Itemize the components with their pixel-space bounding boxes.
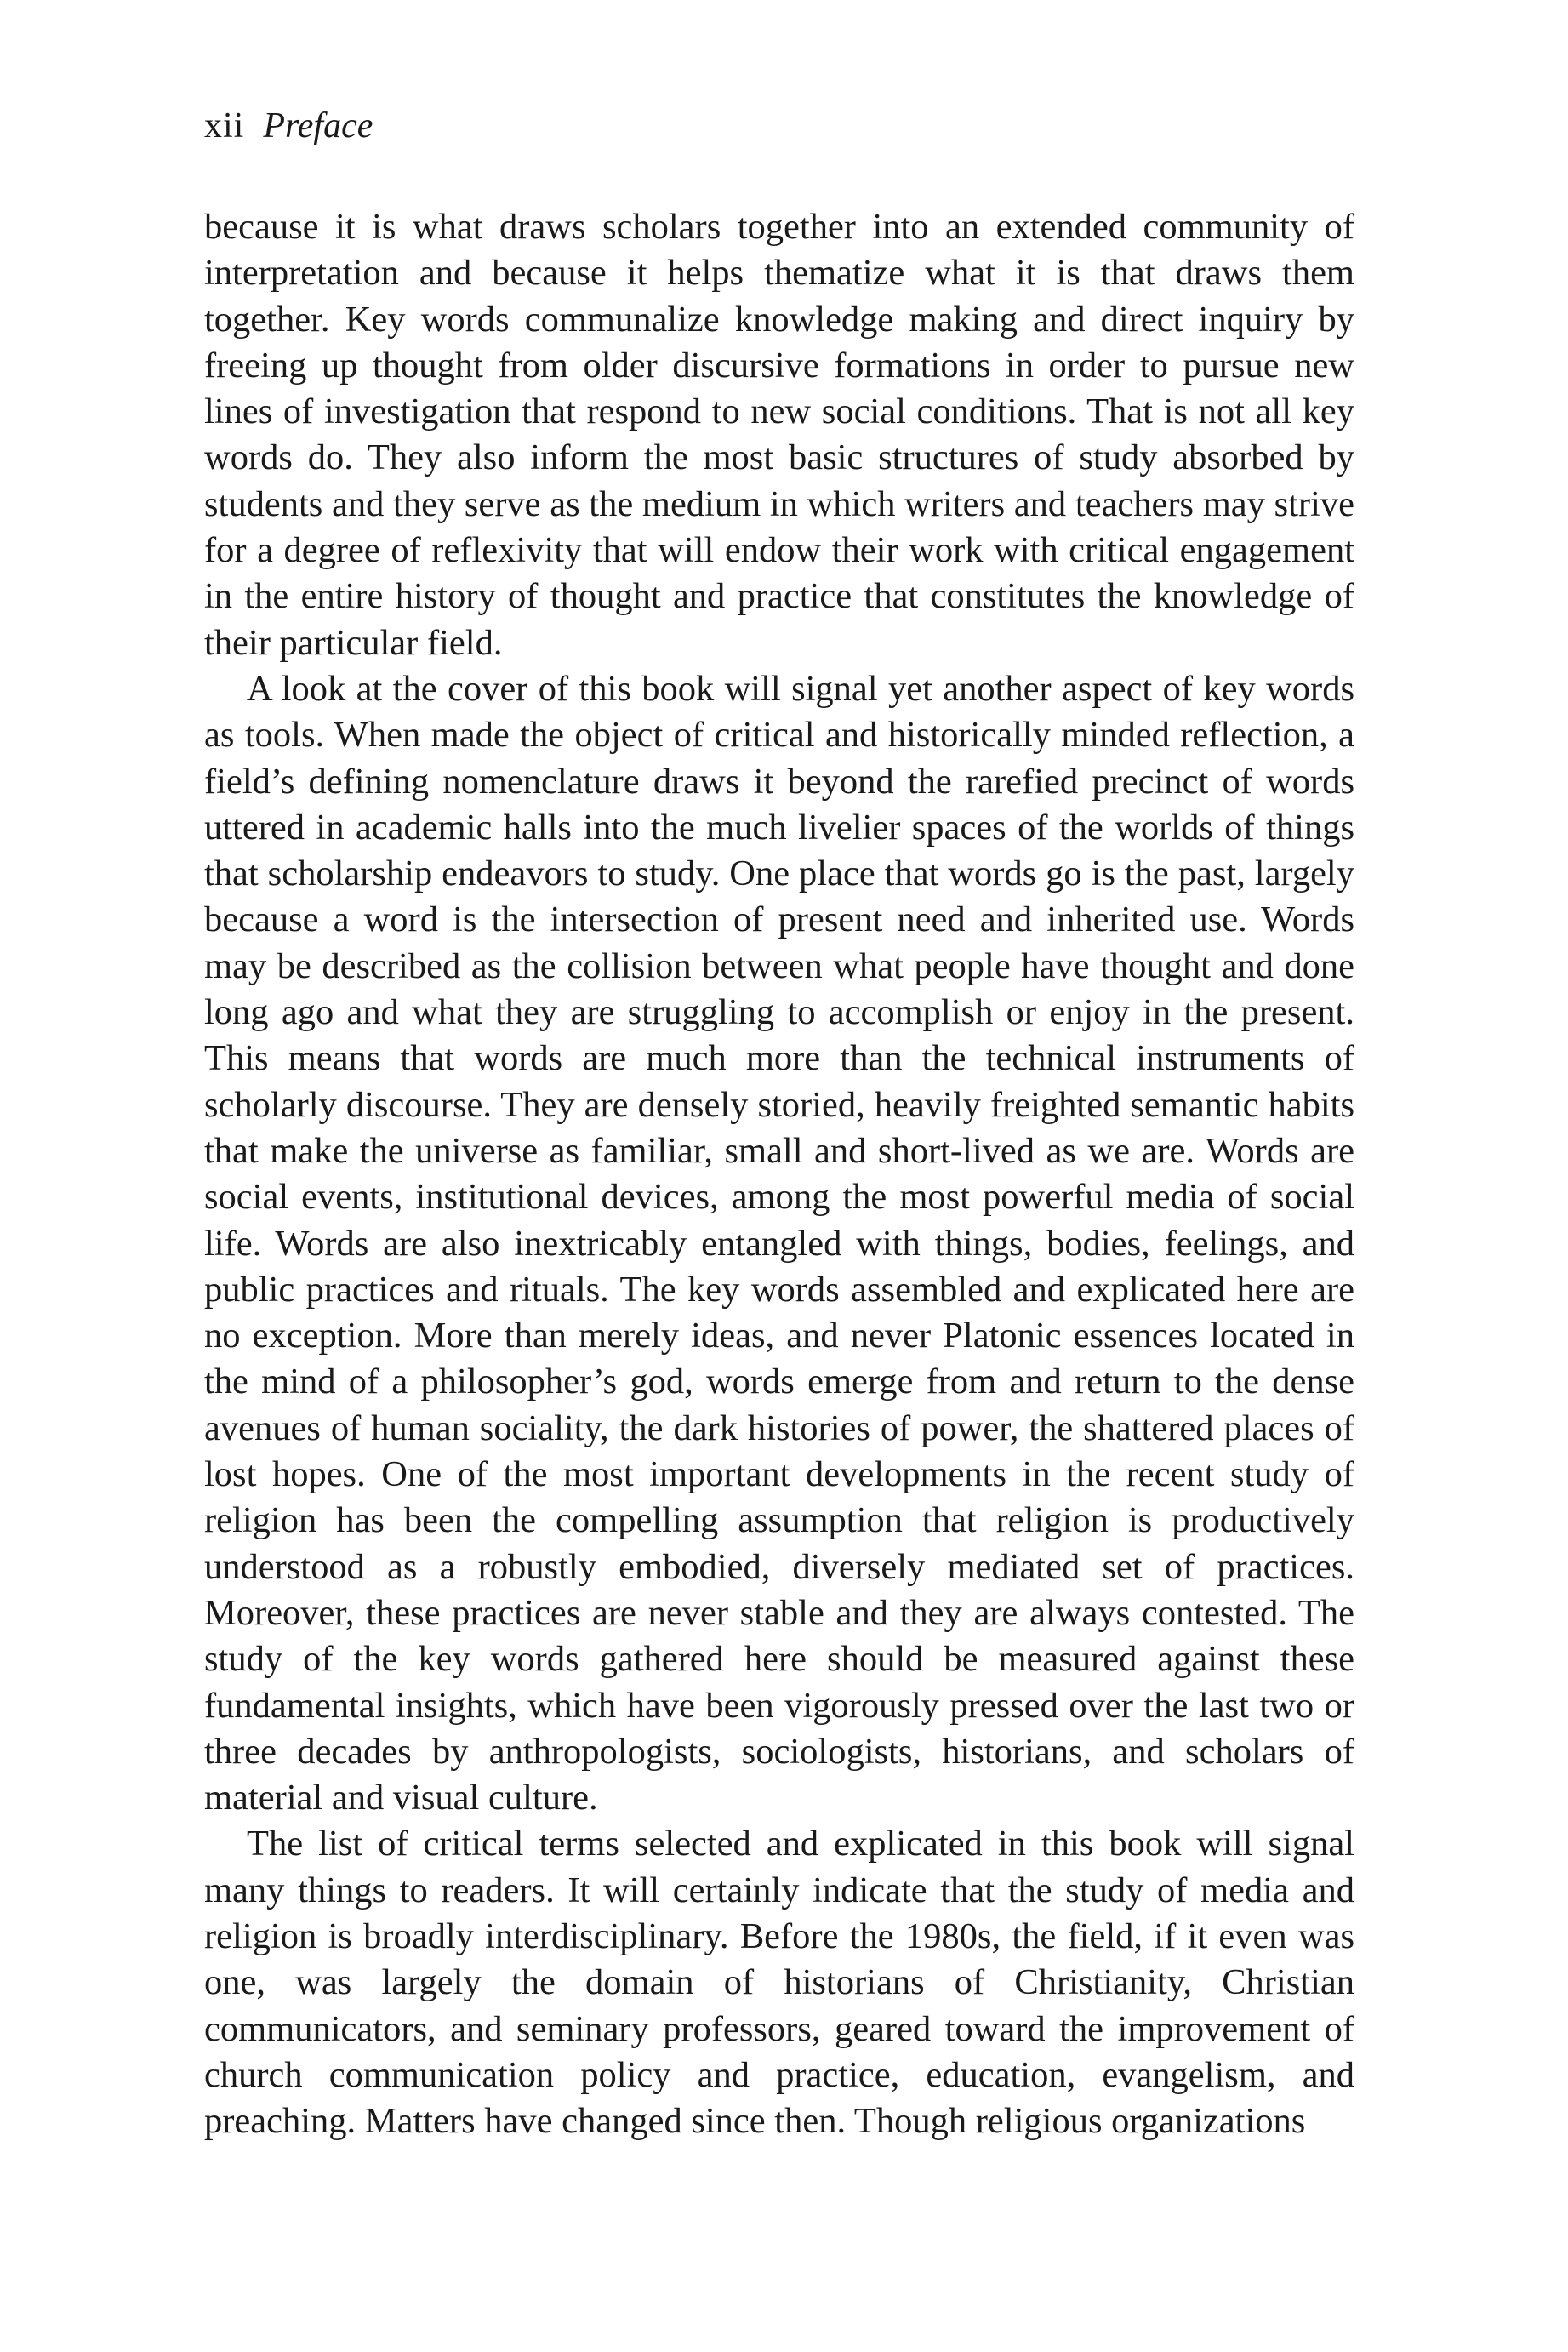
paragraph-critical-terms: The list of critical terms selected and explicated in this book will signal many things to readers. It will certainly indicate that the study of media and religion is broadly interdisciplinary. Before the 1980s, the field, if it even was one, was largely the domain of historians of Christianity, Christian communicators, and seminary professors, geared toward the improvement of church communication policy and practice, education, evangelism, and preaching. Matters have changed since then. Though religious organizations — [204, 1824, 1354, 2142]
page-number: xii — [204, 106, 245, 146]
paragraph-continued: because it is what draws scholars together into an extended community of interpretation and because it helps thematize what it is that draws them together. Key words communalize knowledge making and direct inquiry by freeing up thought from older discursive formations in order to pursue new lines of investigation that respond to new social conditions. That is not all key words do. They also inform the most basic structures of study absorbed by students and they serve as the medium in which writers and teachers may strive for a degree of reflexivity that will endow their work with critical engagement in the entire history of thought and practice that constitutes the knowledge of their particular field. — [204, 207, 1354, 663]
body-text — [204, 204, 1354, 2144]
running-head — [204, 100, 373, 151]
running-title: Preface — [263, 106, 373, 146]
paragraph-cover: A look at the cover of this book will signal yet another aspect of key words as tools. When made the object of critical and historically minded reflection, a field’s defining nomenclature draws it beyond the rarefied precinct of words uttered in academic halls into the much livelier spaces of the worlds of things that scholarship endeavors to study. One place that words go is the past, largely because a word is the intersection of present need and inherited use. Words may be described as the collision between what people have thought and done long ago and what they are struggling to accomplish or enjoy in the present. This means that words are much more than the technical instruments of scholarly discourse. They are densely storied, heavily freighted semantic habits that make the universe as familiar, small and short-lived as we are. Words are social events, institutional devices, among the most powerful media of social life. Words are also inextricably entangled with things, bodies, feelings, and public practices and rituals. The key words assembled and explicated here are no exception. More than merely ideas, and never Platonic essences located in the mind of a philosopher’s god, words emerge from and return to the dense avenues of human sociality, the dark histories of power, the shattered places of lost hopes. One of the most important developments in the recent study of religion has been the compelling assumption that religion is productively understood as a robustly embodied, diversely mediated set of practices. Moreover, these practices are never stable and they are always contested. The study of the key words gathered here should be measured against these fundamental insights, which have been vigorously pressed over the last two or three decades by anthropologists, sociologists, historians, and scholars of material and visual culture. — [204, 668, 1354, 1818]
